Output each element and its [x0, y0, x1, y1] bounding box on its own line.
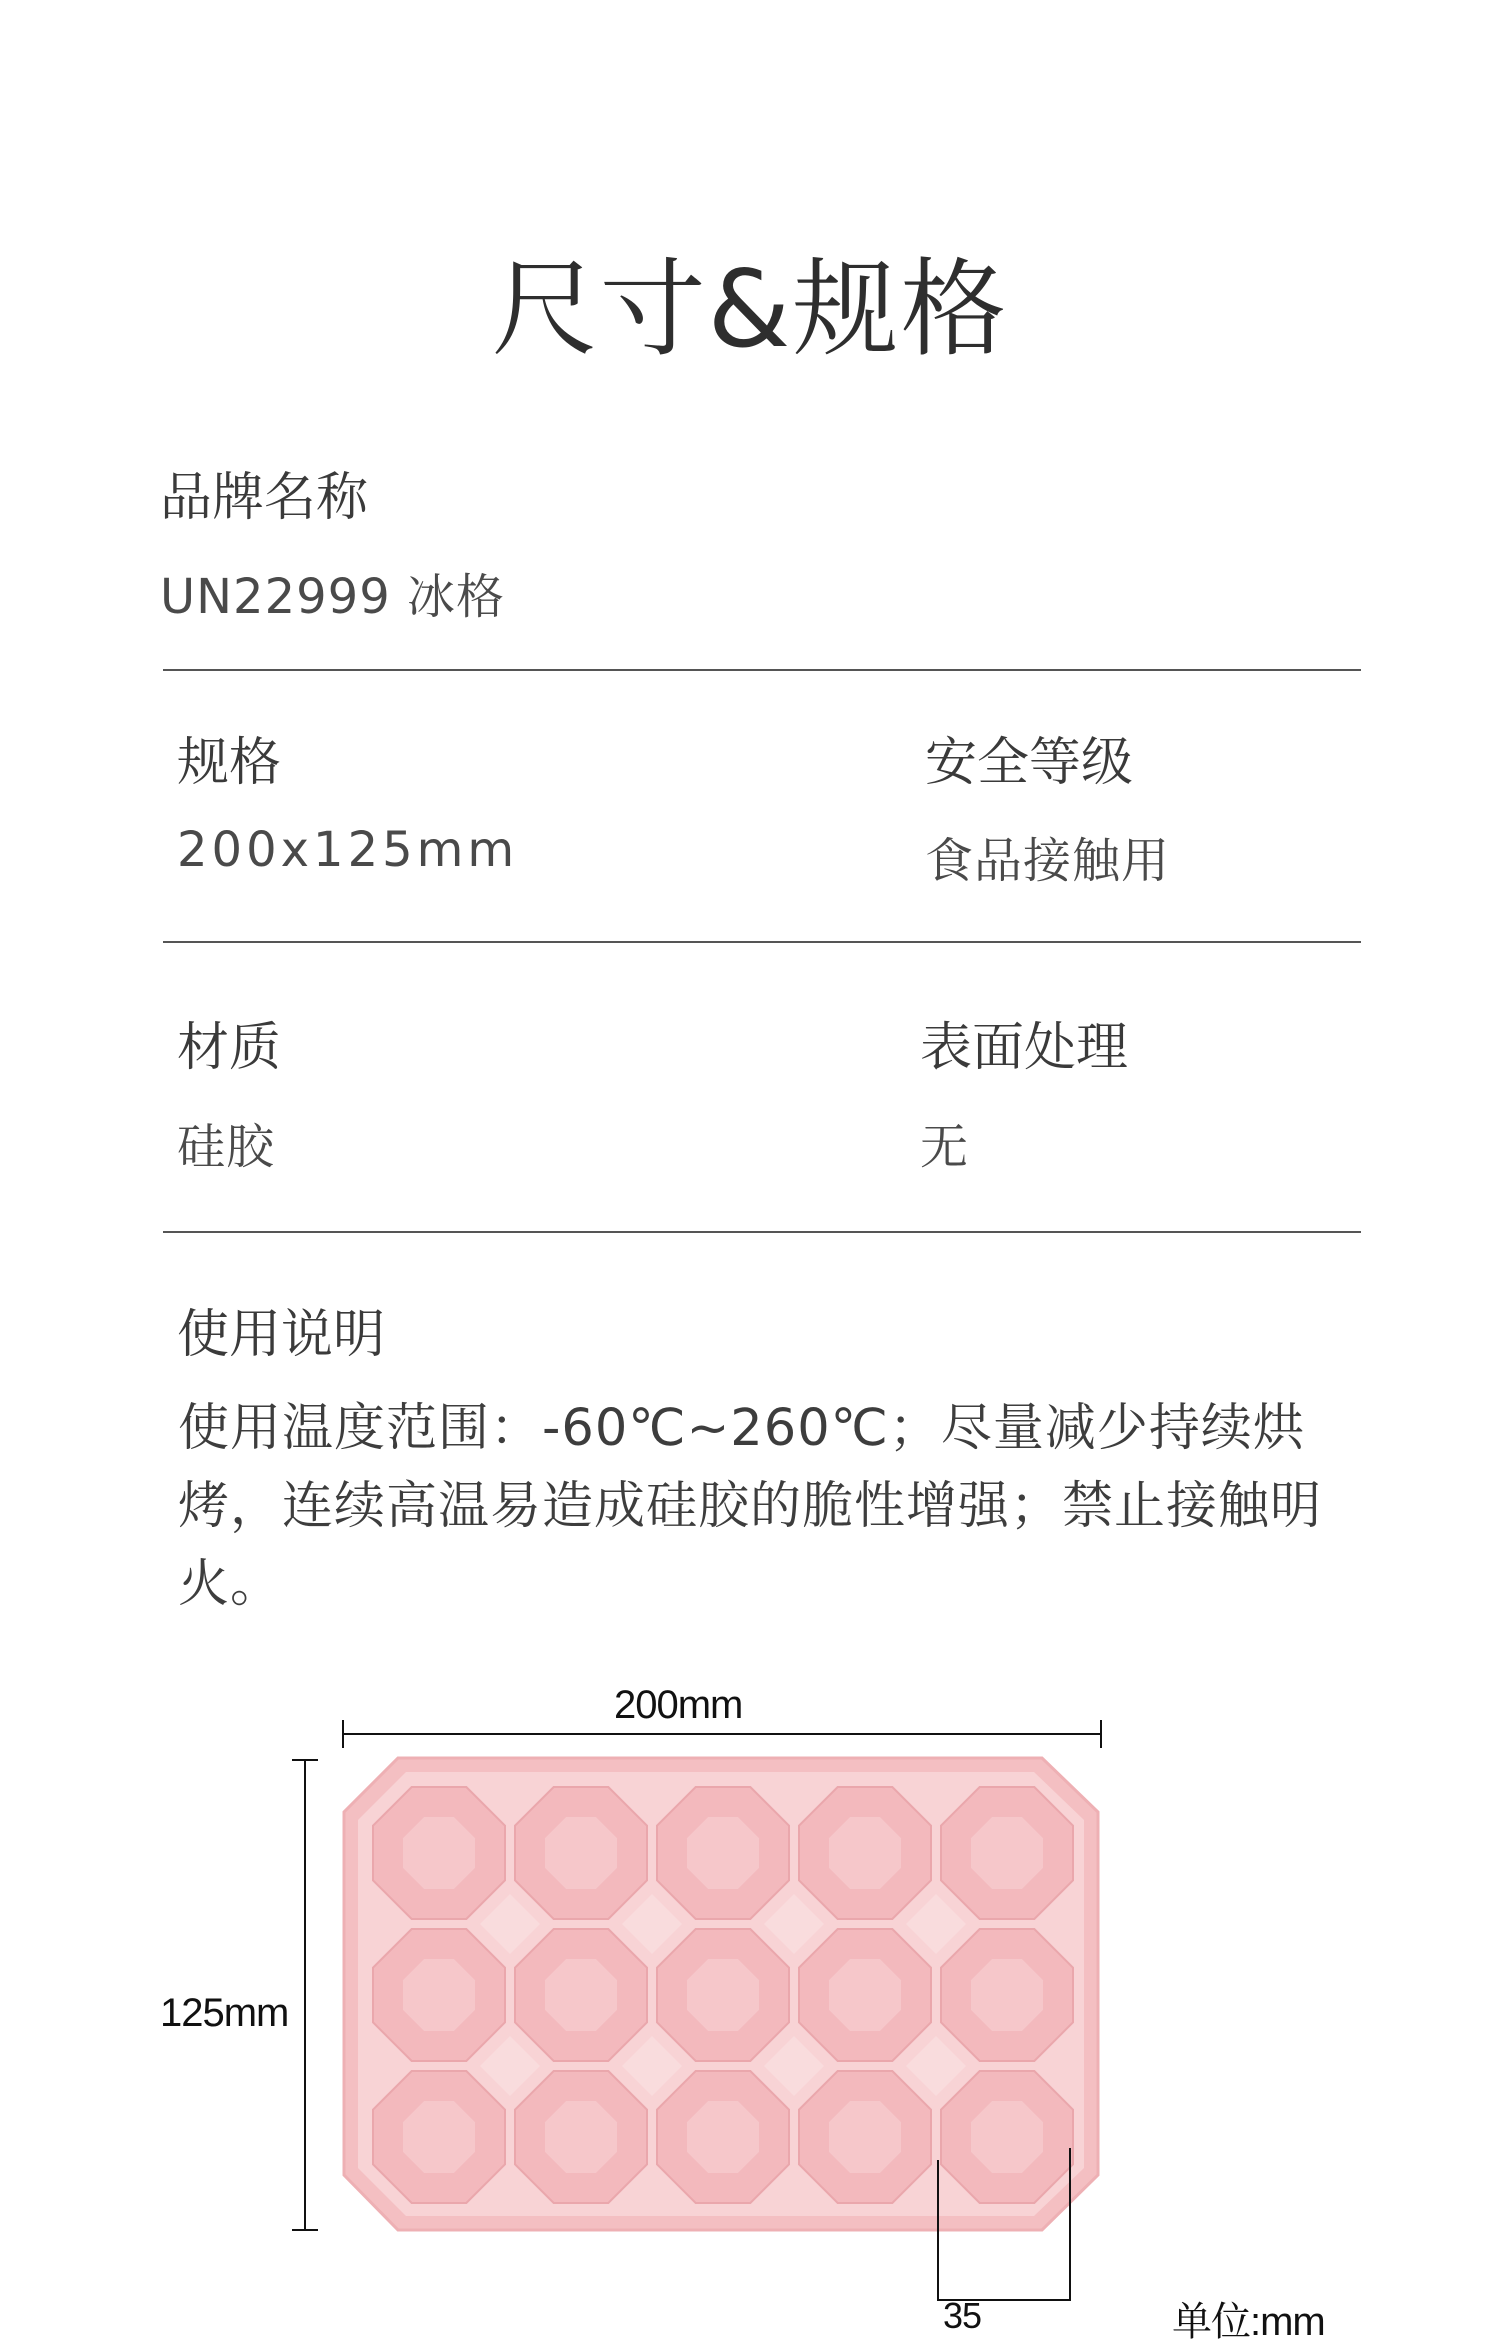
surface-label: 表面处理	[920, 1018, 1129, 1078]
height-dimension-label: 125mm	[160, 1991, 289, 2035]
ice-cell-bottom	[403, 1959, 475, 2031]
height-dimension-line	[292, 1760, 318, 2230]
safety-label: 安全等级	[925, 733, 1134, 793]
unit-label: 单位:mm	[1172, 2300, 1325, 2344]
ice-cell-bottom	[403, 2101, 475, 2173]
width-dimension-line	[343, 1720, 1101, 1748]
safety-value: 食品接触用	[925, 833, 1171, 889]
surface-value: 无	[920, 1119, 970, 1175]
usage-label: 使用说明	[177, 1305, 386, 1365]
ice-cell-bottom	[687, 1817, 759, 1889]
ice-cell-bottom	[403, 1817, 475, 1889]
material-label: 材质	[177, 1018, 282, 1078]
page-title: 尺寸&规格	[491, 248, 1009, 371]
spec-label: 规格	[177, 733, 282, 793]
ice-cell-bottom	[971, 1817, 1043, 1889]
ice-cell-bottom	[971, 2101, 1043, 2173]
ice-cell-bottom	[829, 2101, 901, 2173]
width-dimension-label: 200mm	[614, 1683, 743, 1727]
usage-text: 使用温度范围：-60℃~260℃；尽量减少持续烘烤，连续高温易造成硅胶的脆性增强；禁止接触明火。	[178, 1399, 1323, 1614]
ice-cell-bottom	[829, 1817, 901, 1889]
brand-label: 品牌名称	[160, 468, 369, 528]
ice-cell-bottom	[545, 1817, 617, 1889]
ice-cell-bottom	[687, 2101, 759, 2173]
cell-dimension-label: 35	[943, 2295, 982, 2336]
ice-cell-bottom	[829, 1959, 901, 2031]
brand-value: UN22999 冰格	[160, 569, 505, 625]
ice-cell-bottom	[971, 1959, 1043, 2031]
material-value: 硅胶	[177, 1119, 276, 1175]
cell-grid	[373, 1787, 1073, 2203]
spec-value: 200x125mm	[177, 822, 519, 878]
ice-cell-bottom	[687, 1959, 759, 2031]
ice-cell-bottom	[545, 2101, 617, 2173]
ice-cell-bottom	[545, 1959, 617, 2031]
